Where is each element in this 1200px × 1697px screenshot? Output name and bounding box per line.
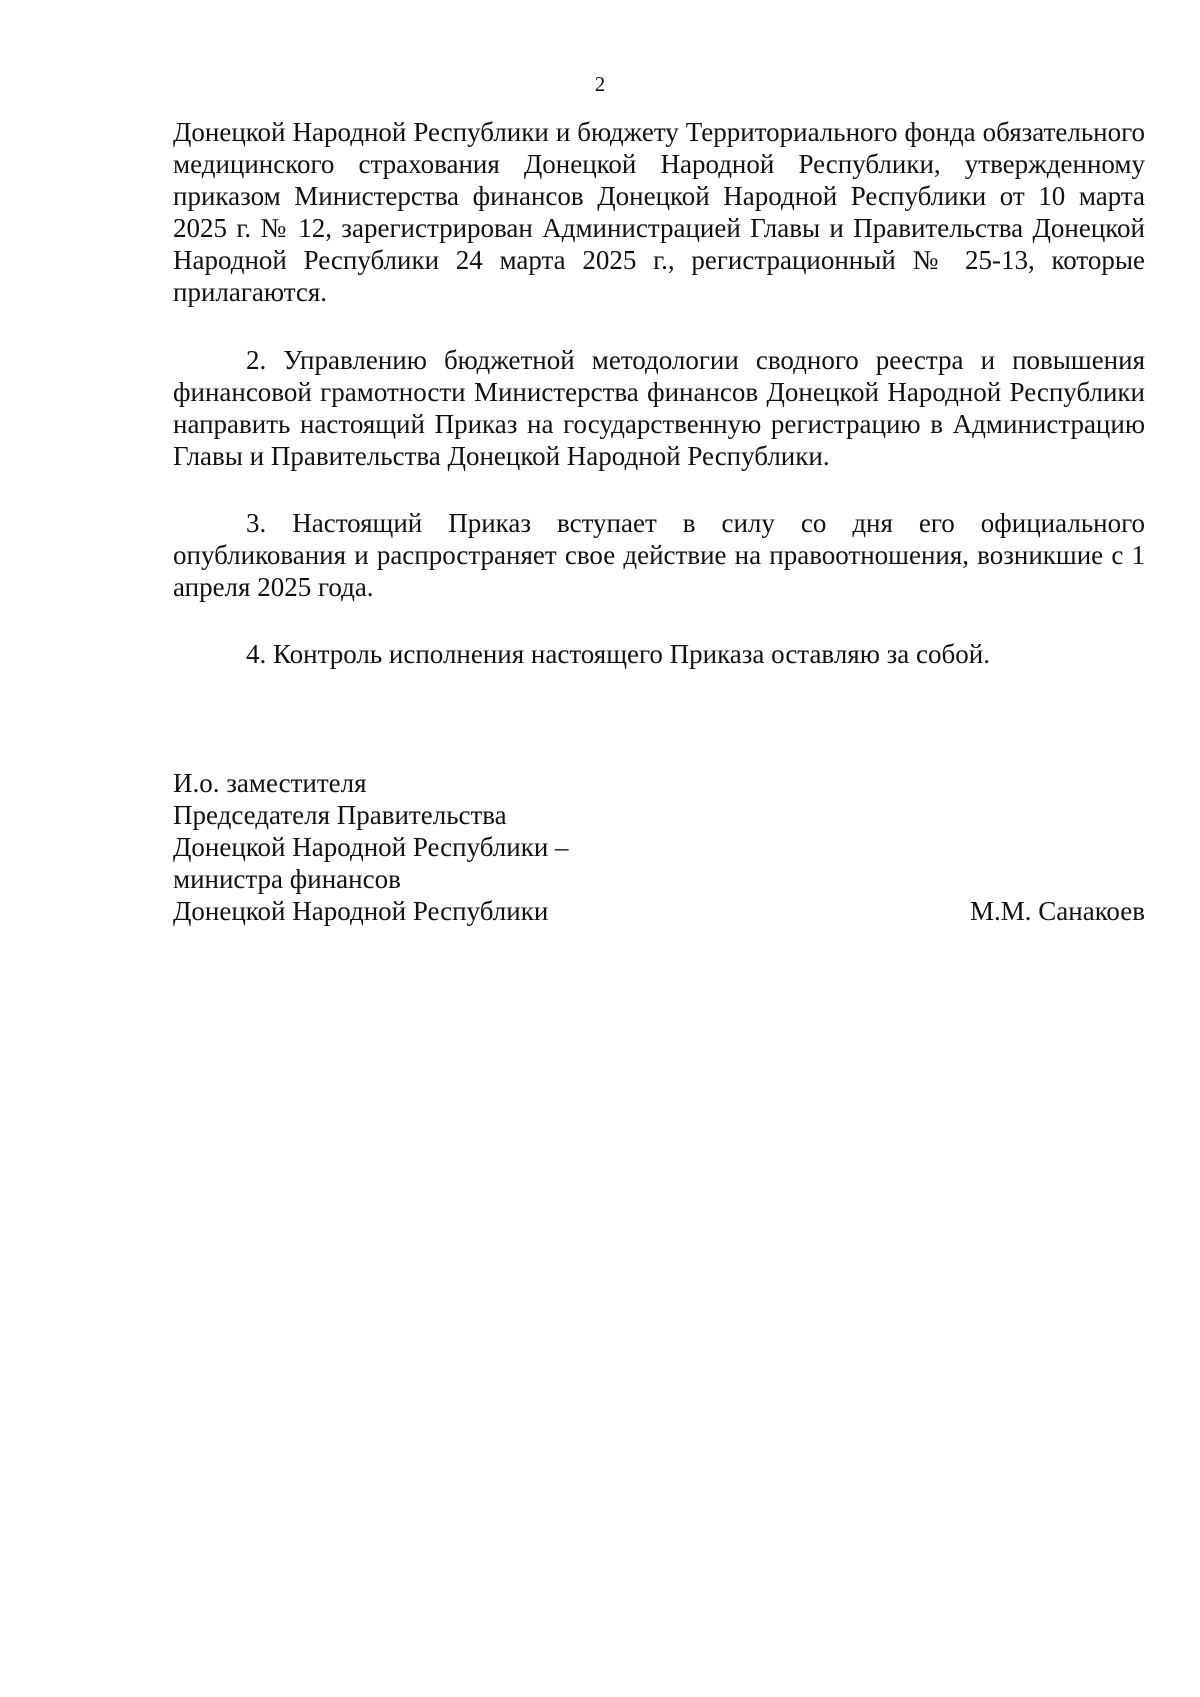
paragraph-item-3: 3. Настоящий Приказ вступает в силу со дня его официального опубликования и распространяет свое действие на правоотношения, возникшие с 1 апреля 2025 года. bbox=[173, 508, 1145, 602]
signature-final-row bbox=[173, 895, 1145, 927]
signatory-title-line-5: Донецкой Народной Республики bbox=[173, 896, 549, 926]
signatory-title-line-1: И.о. заместителя bbox=[173, 768, 367, 798]
paragraph-item-2: 2. Управлению бюджетной методологии сводного реестра и повышения финансовой грамотности Министерства финансов Донецкой Народной Республики направить настоящий Приказ на государственную регистрацию в Администрацию Главы и Правительства Донецкой Народной Республики. bbox=[173, 345, 1145, 471]
signatory-name: М.М. Санакоев bbox=[970, 896, 1145, 926]
signature-block bbox=[173, 767, 1145, 927]
signatory-title-line-4: министра финансов bbox=[173, 864, 401, 894]
paragraph-item-4: 4. Контроль исполнения настоящего Приказа оставляю за собой. bbox=[246, 639, 990, 669]
paragraph-continuation: Донецкой Народной Республики и бюджету Территориального фонда обязательного медицинского страхования Донецкой Народной Республики, утвержденному приказом Министерства финансов Донецкой Народной Республики от 10 марта 2025 г. № 12, зарегистрирован Администрацией Главы и Правительства Донецкой Народной Республики 24 марта 2025 г., регистрационный № 25-13, которые прилагаются. bbox=[173, 117, 1145, 307]
signatory-title-line-3: Донецкой Народной Республики – bbox=[173, 832, 569, 862]
page-number: 2 bbox=[594, 72, 606, 96]
signatory-title-line-2: Председателя Правительства bbox=[173, 800, 507, 830]
